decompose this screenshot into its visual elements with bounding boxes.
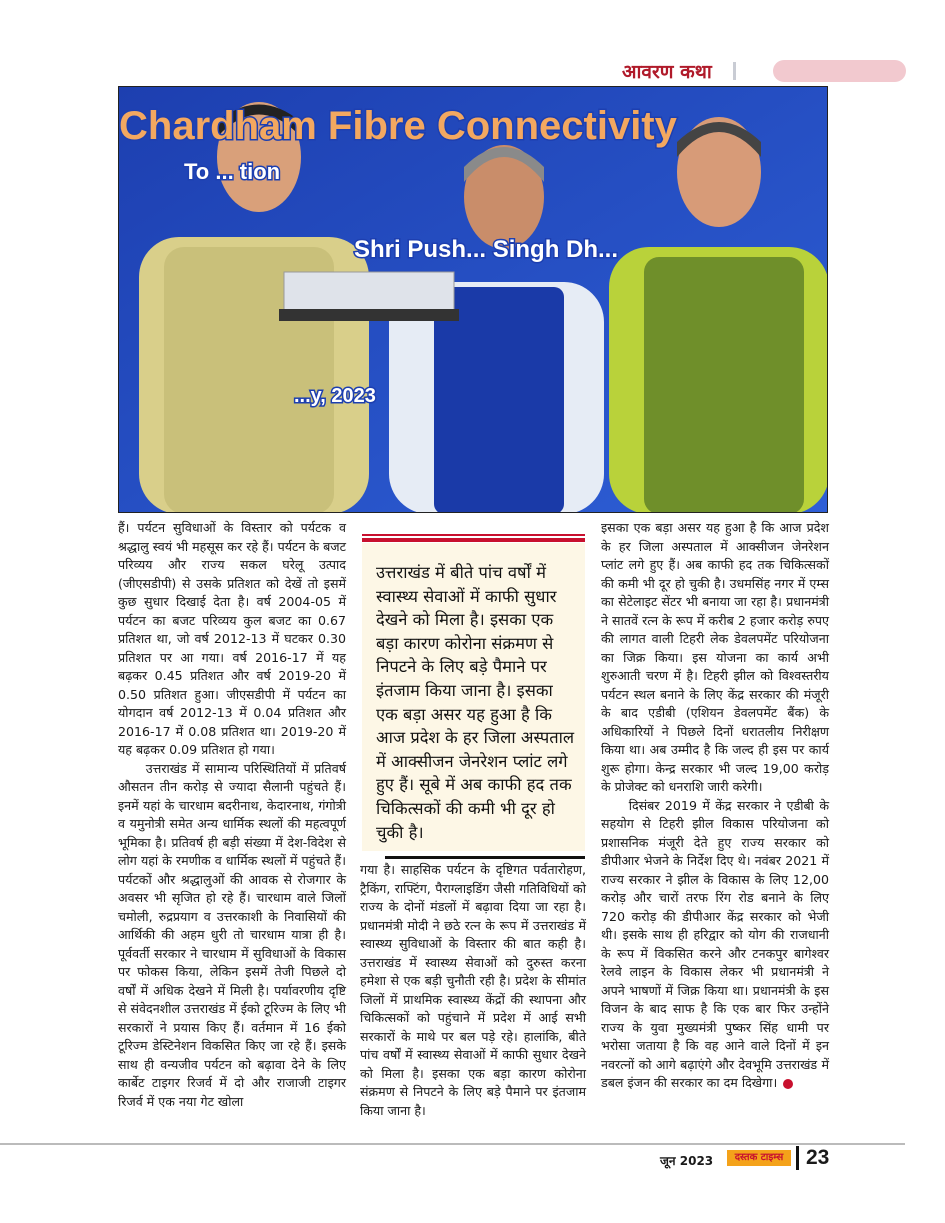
banner-subtitle: To ... tion: [184, 159, 281, 184]
pull-quote: [362, 543, 585, 851]
pull-quote-text: उत्तराखंड में बीते पांच वर्षों में स्वास्थ्य सेवाओं में काफी सुधार देखने को मिला है। इसका एक बड़ा कारण कोरोना संक्रमण से निपटने के लिए बड़े पैमाने पर इंतजाम किया जाना है। इसका एक बड़ा असर यह हुआ है कि आज प्रदेश के हर जिला अस्पताल में आक्सीजन जेनरेशन प्लांट लगे हुए हैं। सूबे में अब काफी हद तक चिकित्सकों की कमी भी दूर हो चुकी है।: [376, 563, 575, 842]
paragraph: दिसंबर 2019 में केंद्र सरकार ने एडीबी के सहयोग से टिहरी झील विकास परियोजना को प्रशासनिक मंजूरी देते हुए राज्य सरकार को डीपीआर भेजने के निर्देश दिए थे। नवंबर 2021 में राज्य सरकार ने झील के विकास के लिए 12,00 करोड़ और चारों तरफ रिंग रोड बनाने के लिए 720 करोड़ की डीपीआर केंद्र सरकार को भेजी थी। इसके साथ ही हरिद्वार को योग की राजधानी के रूप में विकसित करने और टनकपुर बागेश्वर रेलवे लाइन के विकास लेकर भी प्रधानमंत्री ने अपने भाषणों में जिक्र किया था। प्रधानमंत्री के इस विजन के बाद साफ है कि एक बार फिर उन्होंने राज्य के युवा मुख्यमंत्री पुष्कर सिंह धामी पर भरोसा जताया है कि वह आने वाले दिनों में इन नवरत्नों को आगे बढ़ाएंगे और देवभूमि उत्तराखंड में डबल इंजन की सरकार का दम दिखेगा।: [601, 797, 829, 1090]
article-photo: [118, 86, 828, 513]
quote-rule: [362, 538, 585, 542]
section-label: आवरण कथा: [622, 61, 712, 83]
paragraph: गया है। साहसिक पर्यटन के दृष्टिगत पर्वतारोहण, ट्रैकिंग, राफ्टिंग, पैराग्लाइडिंग जैसी गतिविधियों को राज्य के दोनों मंडलों में बढ़ावा दिया जा रहा है। प्रधानमंत्री मोदी ने छठे रत्न के रूप में उत्तराखंड में स्वास्थ्य सुविधाओं के विस्तार की बात कही है। उत्तराखंड में स्वास्थ्य सेवाओं को दुरुस्त करना हमेशा से एक बड़ी चुनौती रही है। प्रदेश के सीमांत जिलों में प्राथमिक स्वास्थ्य केंद्रों की स्थापना और चिकित्सकों को पहुंचाने में प्रदेश में आई सभी सरकारों के माथे पर बल पड़े रहे। हालांकि, बीते पांच वर्षों में स्वास्थ्य सेवाओं में काफी सुधार देखने को मिला है। इसका एक बड़ा कारण कोरोना संक्रमण से निपटने के लिए बड़े पैमाने पर इंतजाम किया जाना है।: [360, 862, 586, 1118]
quote-rule: [385, 856, 585, 859]
end-mark-icon: [783, 1079, 793, 1089]
section-pill-decoration: [773, 60, 906, 82]
footer-bar: [796, 1146, 799, 1170]
page-number: 23: [806, 1146, 830, 1169]
banner-name: Shri Push... Singh Dh...: [354, 236, 619, 263]
magazine-logo: दस्तक टाइम्स: [727, 1150, 791, 1166]
paragraph: इसका एक बड़ा असर यह हुआ है कि आज प्रदेश के हर जिला अस्पताल में आक्सीजन जेनरेशन प्लांट लगे हुए हैं। अब काफी हद तक चिकित्सकों की कमी भी दूर हो चुकी है। उधमसिंह नगर में एम्स का सेटेलाइट सेंटर भी बनाया जा रहा है। प्रधानमंत्री ने सातवें रत्न के रूप में करीब 2 हजार करोड़ रुपए की लागत वाली टिहरी लेक डेवलपमेंट परियोजना का जिक्र किया। इस योजना का कार्य अभी शुरुआती चरण में है। टिहरी झील को विश्वस्तरीय पर्यटन स्थल बनाने के लिए केंद्र सरकार की मंजूरी के बाद एडीबी (एशियन डेवलपमेंट बैंक) के अधिकारियों ने पिछले दिनों धरातलीय निरीक्षण किया था। अब उम्मीद है कि जल्द ही इस पर कार्य शुरू होगा। केन्द्र सरकार भी जल्द 19,00 करोड़ के प्रोजेक्ट को धनराशि जारी करेगी।: [601, 520, 829, 794]
article-column-3: [601, 519, 829, 1093]
photo-illustration: [119, 87, 828, 513]
article-column-2: [360, 861, 586, 1120]
article-column-1: [118, 519, 346, 1111]
paragraph: हैं। पर्यटन सुविधाओं के विस्तार को पर्यटक व श्रद्धालु स्वयं भी महसूस कर रहे हैं। पर्यटन के बजट परिव्यय और राज्य सकल घरेलू उत्पाद (जीएसडीपी) से उसके प्रतिशत को देखें तो इसमें कुछ सुधार दिखाई देता है। वर्ष 2004-05 में पर्यटन का बजट परिव्यय कुल बजट का 0.67 प्रतिशत था, जो वर्ष 2012-13 में घटकर 0.30 प्रतिशत पर आ गया। वर्ष 2016-17 में यह बढ़कर 0.45 प्रतिशत और वर्ष 2019-20 में 0.50 प्रतिशत हुआ। जीएसडीपी में पर्यटन का योगदान वर्ष 2012-13 में 0.04 प्रतिशत और 2016-17 में 0.08 प्रतिशत था। 2019-20 में यह बढ़कर 0.09 प्रतिशत हो गया।: [118, 520, 346, 757]
issue-date: जून 2023: [660, 1154, 714, 1168]
banner-date: ...y, 2023: [294, 385, 376, 407]
quote-rule: [362, 534, 585, 536]
banner-title: Chardham Fibre Connectivity: [119, 104, 677, 148]
paragraph: उत्तराखंड में सामान्य परिस्थितियों में प्रतिवर्ष औसतन तीन करोड़ से ज्यादा सैलानी पहुंचते हैं। इनमें यहां के चारधाम बदरीनाथ, केदारनाथ, गंगोत्री व यमुनोत्री समेत अन्य धार्मिक स्थलों की महत्वपूर्ण भूमिका है। प्रतिवर्ष ही बड़ी संख्या में देश-विदेश से लोग यहां के रमणीक व धार्मिक स्थलों में पहुंचते हैं। पर्यटकों और श्रद्धालुओं की आवक से रोजगार के अवसर भी सृजित हो रहे हैं। चारधाम वाले जिलों चमोली, रुद्रप्रयाग व उत्तरकाशी के निवासियों की आर्थिकी की अहम धुरी तो चारधाम यात्रा ही है। पूर्ववर्ती सरकार ने चारधाम में सुविधाओं के विकास पर फोकस किया, लेकिन इसमें तेजी पिछले दो वर्षों में अधिक देखने में मिली है। पर्यावरणीय दृष्टि से संवेदनशील उत्तराखंड में ईको टूरिज्म के लिए भी सरकारों ने प्रयास किए हैं। वर्तमान में 16 ईको टूरिज्म डेस्टिनेशन विकसित किए जा रहे हैं। इसके साथ ही वन्यजीव पर्यटन को बढ़ावा देने के लिए कार्बेट टाइगर रिजर्व में दो और राजाजी टाइगर रिजर्व में एक नया गेट खोला: [118, 760, 346, 1109]
memento-box: [279, 272, 459, 321]
section-divider: [733, 62, 736, 80]
footer-divider: [0, 1143, 905, 1145]
